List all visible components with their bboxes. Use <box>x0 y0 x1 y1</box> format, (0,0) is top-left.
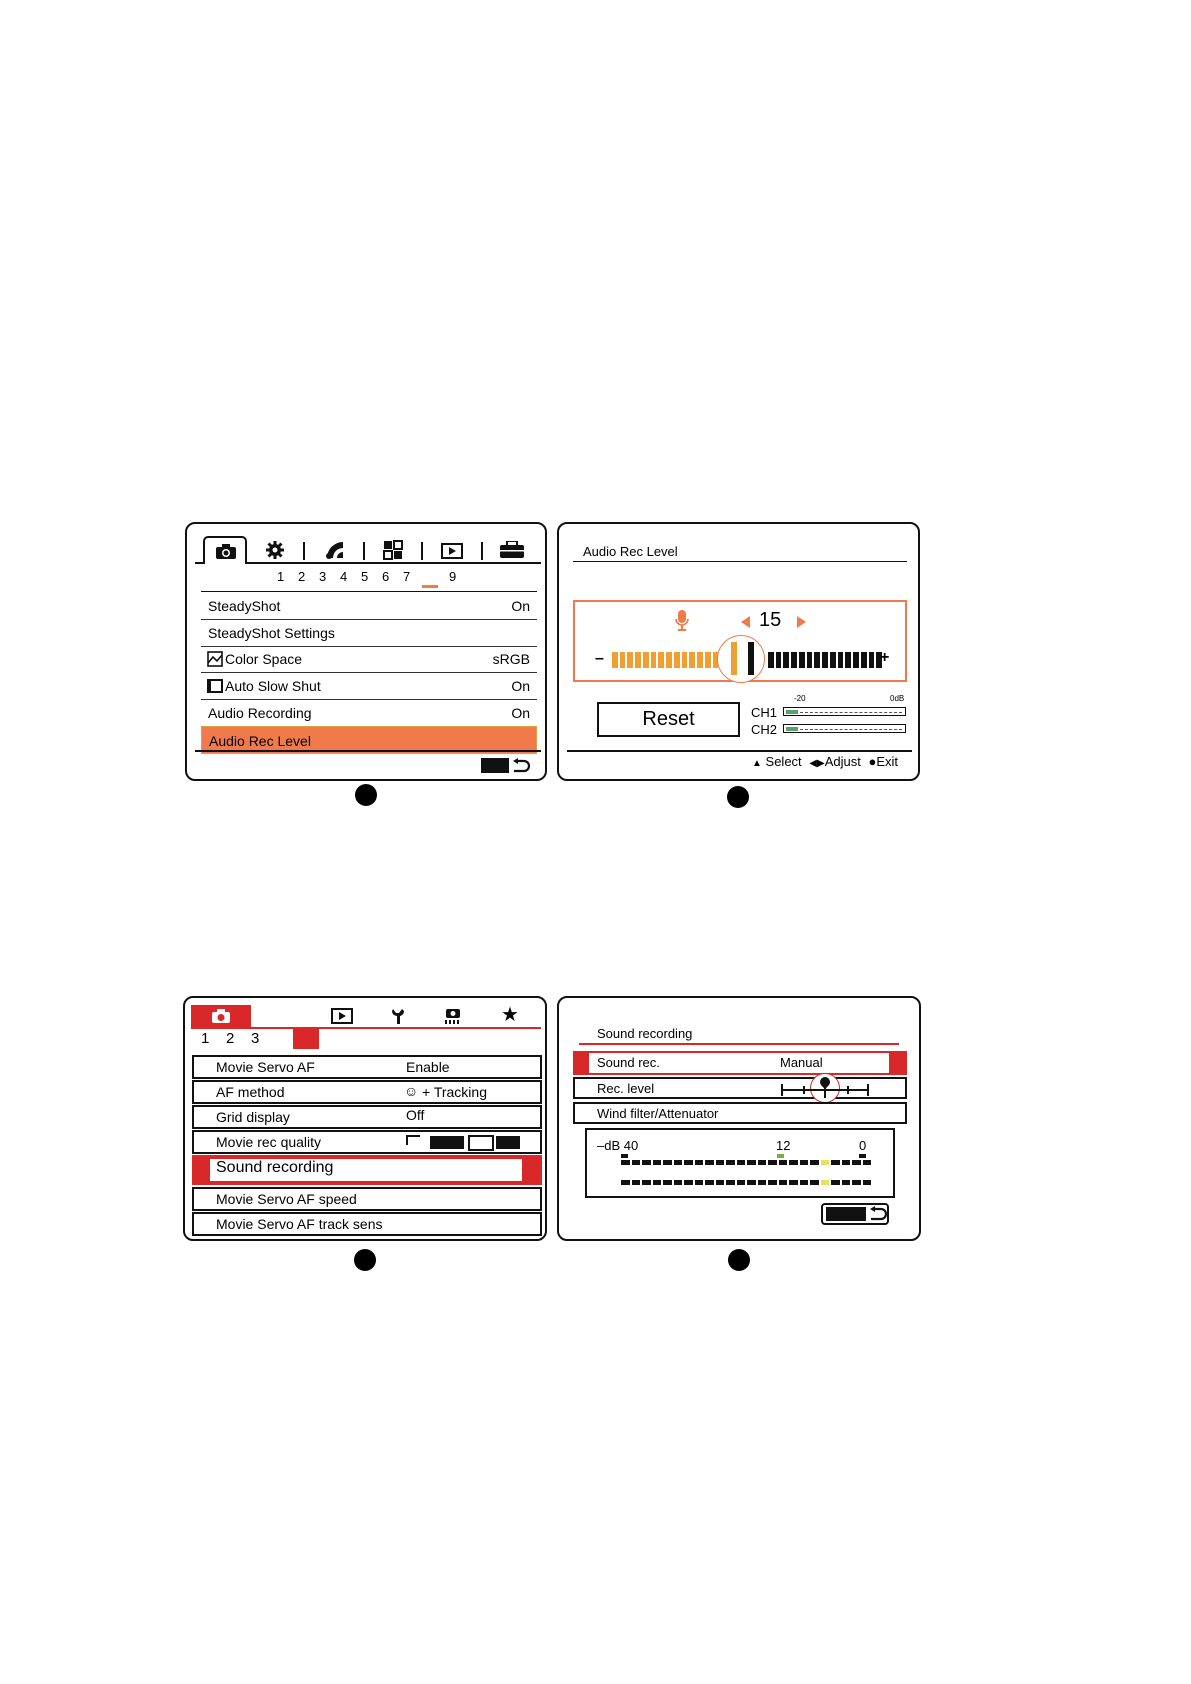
quality-block <box>430 1136 464 1149</box>
level-segment <box>627 652 633 668</box>
meter-segment <box>831 1160 840 1165</box>
meter-segment <box>695 1180 704 1185</box>
footer-adjust: Adjust <box>824 754 861 769</box>
meter-left-label: –dB 40 <box>597 1138 639 1153</box>
rec-level-knob[interactable] <box>810 1073 840 1103</box>
menu-row-movie-servo-af[interactable] <box>192 1055 542 1079</box>
row-label: AF method <box>216 1084 285 1100</box>
row-label: Sound recording <box>216 1159 334 1176</box>
meter-marker <box>621 1154 628 1158</box>
scale-left-label: -20 <box>794 694 806 703</box>
minus-label: – <box>595 650 604 667</box>
current-page-indicator <box>422 585 438 588</box>
level-segment <box>705 652 711 668</box>
meter-segment <box>800 1180 809 1185</box>
meter-segment <box>621 1160 630 1165</box>
row-label: SteadyShot <box>208 598 281 614</box>
meter-marker <box>859 1154 866 1158</box>
panel-menu-sony <box>185 522 547 781</box>
increase-arrow[interactable] <box>797 616 806 628</box>
meter-mid-label: 12 <box>776 1138 791 1153</box>
current-tab-indicator[interactable] <box>293 1027 319 1049</box>
meter-segment <box>674 1160 683 1165</box>
meter-segment <box>768 1180 777 1185</box>
meter-segment <box>737 1180 746 1185</box>
return-icon <box>512 758 530 774</box>
meter-segment <box>642 1180 651 1185</box>
meter-segment <box>821 1180 830 1185</box>
plus-label: + <box>880 649 890 666</box>
row-value: Enable <box>406 1059 450 1075</box>
meter-segment <box>621 1180 630 1185</box>
panel-menu-canon <box>183 996 547 1241</box>
row-label: Grid display <box>216 1109 290 1125</box>
page-number[interactable]: 5 <box>361 569 369 584</box>
meter-segment <box>779 1160 788 1165</box>
page-number[interactable]: 6 <box>382 569 390 584</box>
menu-row-sound-rec[interactable] <box>573 1051 907 1075</box>
meter-segment <box>684 1180 693 1185</box>
level-segment <box>612 652 618 668</box>
updown-icon: ▲︎ <box>752 758 762 769</box>
row-label: Movie rec quality <box>216 1134 322 1150</box>
meter-segment <box>684 1160 693 1165</box>
playback-icon[interactable] <box>331 1008 353 1024</box>
meter-segment <box>695 1160 704 1165</box>
tab-number[interactable]: 1 <box>201 1030 210 1047</box>
menu-row-grid-display[interactable] <box>192 1105 542 1129</box>
row-label: Movie Servo AF track sens <box>216 1216 383 1232</box>
quality-block <box>468 1135 494 1151</box>
menu-row-auto-slow-shut[interactable] <box>201 672 537 700</box>
playback-icon[interactable] <box>441 543 463 559</box>
return-icon <box>869 1206 887 1222</box>
meter-segment <box>653 1180 662 1185</box>
menu-row-movie-servo-af-speed[interactable] <box>192 1187 542 1211</box>
movie-frame-icon <box>207 679 223 693</box>
meter-marker <box>777 1154 784 1158</box>
meter-segment <box>747 1180 756 1185</box>
row-label: Audio Rec Level <box>209 733 311 749</box>
menu-row-sound-recording[interactable] <box>192 1155 542 1185</box>
tab-numbers <box>199 1030 349 1052</box>
level-segment <box>689 652 695 668</box>
step-marker-1 <box>355 784 377 806</box>
toolbox-icon[interactable] <box>499 541 525 559</box>
row-label: Audio Recording <box>208 705 312 721</box>
screen-title: Sound recording <box>597 1026 693 1041</box>
meter-segment <box>758 1160 767 1165</box>
meter-segment <box>768 1160 777 1165</box>
row-value: + Tracking <box>422 1084 487 1100</box>
meter-segment <box>726 1180 735 1185</box>
page-number[interactable]: 2 <box>298 569 306 584</box>
level-segment <box>635 652 641 668</box>
level-segment <box>697 652 703 668</box>
meter-channel-2 <box>621 1180 871 1186</box>
tab-number[interactable]: 3 <box>251 1030 260 1047</box>
row-label: Movie Servo AF <box>216 1059 315 1075</box>
row-value: On <box>511 705 530 721</box>
decrease-arrow[interactable] <box>741 616 750 628</box>
menu-row-steadyshot-settings[interactable] <box>201 619 537 647</box>
panel-sound-recording <box>557 996 921 1241</box>
meter-segment <box>632 1180 641 1185</box>
meter-segment <box>653 1160 662 1165</box>
meter-segment <box>842 1160 851 1165</box>
meter-channel-1 <box>621 1154 871 1166</box>
level-value: 15 <box>759 609 782 631</box>
custom-function-icon[interactable] <box>443 1007 463 1025</box>
tab-bar <box>195 536 541 564</box>
menu-row-rec-level[interactable] <box>573 1077 907 1099</box>
meter-right-label: 0 <box>859 1138 867 1153</box>
camera-icon <box>211 1009 231 1024</box>
level-segment <box>776 652 782 668</box>
tab-number[interactable]: 2 <box>226 1030 235 1047</box>
meter-segment <box>789 1160 798 1165</box>
page-number[interactable]: 4 <box>340 569 348 584</box>
level-segment <box>830 652 836 668</box>
meter-segment <box>747 1160 756 1165</box>
meter-segment <box>737 1160 746 1165</box>
grid-icon[interactable] <box>383 540 403 560</box>
wrench-icon[interactable] <box>391 1007 407 1025</box>
footer-exit: Exit <box>876 754 898 769</box>
meter-segment <box>810 1160 819 1165</box>
menu-row-audio-recording[interactable] <box>201 699 537 727</box>
level-segment <box>674 652 680 668</box>
meter-segment <box>810 1180 819 1185</box>
menu-row-af-method[interactable] <box>192 1080 542 1104</box>
level-segment <box>682 652 688 668</box>
quality-block <box>496 1136 520 1149</box>
meter-segment <box>663 1180 672 1185</box>
level-segment <box>845 652 851 668</box>
meter-segment <box>800 1160 809 1165</box>
meter-segment <box>716 1180 725 1185</box>
row-label: Sound rec. <box>597 1055 660 1070</box>
level-segment <box>861 652 867 668</box>
row-value: Off <box>406 1107 425 1123</box>
meter-segment <box>821 1160 830 1165</box>
gear-icon[interactable] <box>265 540 285 560</box>
meter-segment <box>632 1160 641 1165</box>
level-segment <box>768 652 774 668</box>
ch1-label: CH1 <box>751 705 778 720</box>
level-segment <box>666 652 672 668</box>
meter-segment <box>726 1160 735 1165</box>
meter-segment <box>789 1180 798 1185</box>
level-slider-knob[interactable] <box>717 635 765 683</box>
row-label: SteadyShot Settings <box>208 625 335 641</box>
menu-row-wind-filter[interactable] <box>573 1102 907 1124</box>
network-icon[interactable] <box>325 540 347 560</box>
ch2-meter <box>783 724 906 733</box>
page-number[interactable]: 3 <box>319 569 327 584</box>
level-segment <box>783 652 789 668</box>
footer-select: Select <box>765 754 802 769</box>
row-value: sRGB <box>492 651 530 667</box>
meter-segment <box>831 1180 840 1185</box>
row-label: Movie Servo AF speed <box>216 1191 357 1207</box>
color-space-icon <box>207 651 223 667</box>
level-segment <box>853 652 859 668</box>
page-number[interactable]: 9 <box>449 569 457 584</box>
menu-row-movie-servo-af-track-sens[interactable] <box>192 1212 542 1236</box>
ch2-label: CH2 <box>751 722 778 737</box>
meter-segment <box>705 1180 714 1185</box>
page-numbers <box>275 569 475 589</box>
star-icon[interactable]: ★ <box>501 1004 519 1026</box>
camera-icon <box>215 544 237 560</box>
back-button[interactable] <box>821 1203 889 1225</box>
meter-segment <box>779 1180 788 1185</box>
card-icon <box>406 1135 420 1145</box>
page-number[interactable]: 7 <box>403 569 411 584</box>
meter-segment <box>716 1160 725 1165</box>
tab-camera-active[interactable] <box>191 1005 251 1027</box>
row-value: Manual <box>780 1055 823 1070</box>
reset-button[interactable] <box>597 702 740 737</box>
tab-bar <box>191 1005 541 1031</box>
panel-audio-rec-level <box>557 522 920 781</box>
face-detect-icon: ☺ <box>404 1083 419 1099</box>
row-value: On <box>511 598 530 614</box>
leftright-icon: ◀▶ <box>809 758 825 769</box>
reset-label: Reset <box>642 708 695 730</box>
level-segment <box>651 652 657 668</box>
meter-segment <box>863 1180 872 1185</box>
level-meter-box <box>585 1128 895 1198</box>
meter-segment <box>674 1180 683 1185</box>
level-segment <box>822 652 828 668</box>
level-segment <box>620 652 626 668</box>
back-button[interactable] <box>481 758 531 774</box>
menu-row-steadyshot[interactable] <box>201 592 537 620</box>
row-value: On <box>511 678 530 694</box>
menu-row-movie-rec-quality[interactable] <box>192 1130 542 1154</box>
meter-segment <box>758 1180 767 1185</box>
level-box <box>573 600 907 682</box>
microphone-icon <box>675 610 689 632</box>
level-segment <box>643 652 649 668</box>
row-label: Auto Slow Shut <box>225 678 321 694</box>
level-segment <box>838 652 844 668</box>
meter-segment <box>852 1160 861 1165</box>
meter-segment <box>842 1180 851 1185</box>
level-segment <box>658 652 664 668</box>
meter-segment <box>642 1160 651 1165</box>
meter-segment <box>863 1160 872 1165</box>
step-marker-2 <box>727 786 749 808</box>
tab-camera[interactable] <box>203 536 247 564</box>
level-segment <box>807 652 813 668</box>
meter-segment <box>852 1180 861 1185</box>
ch1-meter <box>783 707 906 716</box>
footer-hints <box>752 754 912 772</box>
row-label: Rec. level <box>597 1081 655 1096</box>
center-button-icon: ● <box>868 754 877 769</box>
level-segment <box>869 652 875 668</box>
meter-segment <box>705 1160 714 1165</box>
screen-title: Audio Rec Level <box>583 544 678 559</box>
step-marker-3 <box>354 1249 376 1271</box>
menu-row-color-space[interactable] <box>201 645 537 673</box>
row-label: Color Space <box>225 651 303 667</box>
row-label: Wind filter/Attenuator <box>597 1106 719 1121</box>
level-segment <box>814 652 820 668</box>
page-number[interactable]: 1 <box>277 569 285 584</box>
step-marker-4 <box>728 1249 750 1271</box>
level-segment <box>799 652 805 668</box>
level-segment <box>791 652 797 668</box>
meter-segment <box>663 1160 672 1165</box>
scale-right-label: 0dB <box>890 694 905 703</box>
